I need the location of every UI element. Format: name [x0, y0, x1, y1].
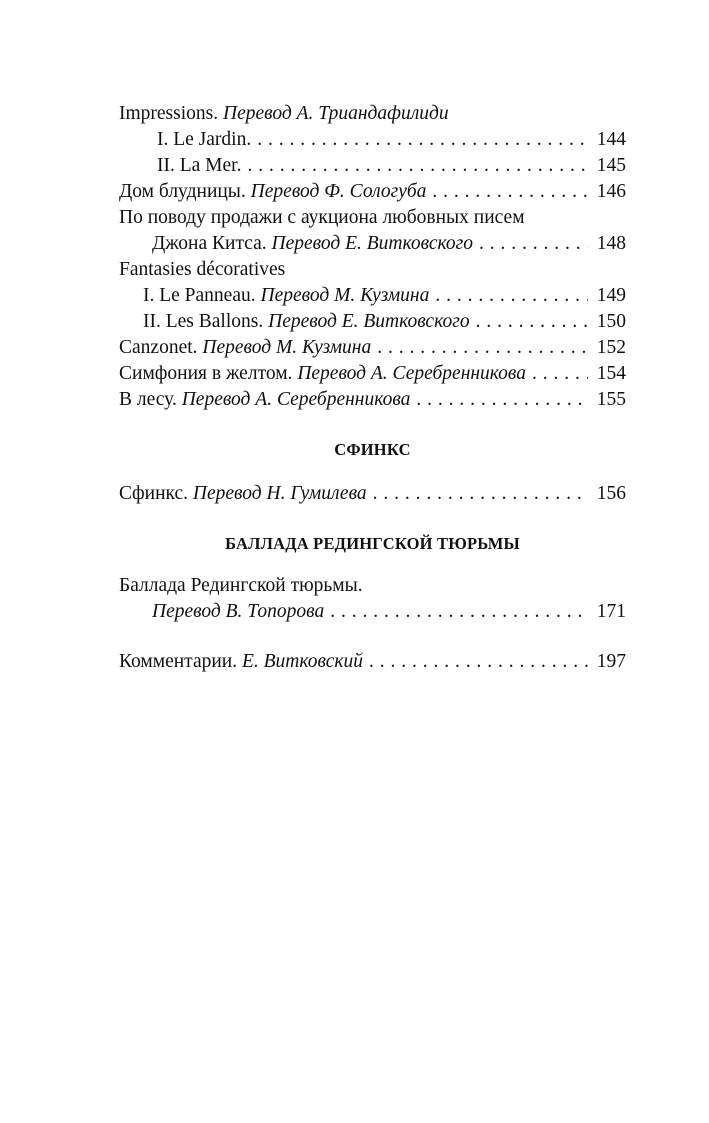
entry-translator: Перевод А. Серебренникова [181, 389, 411, 410]
entry-title: II. Les Ballons. [143, 311, 264, 332]
entry-translator: Перевод М. Кузмина [202, 337, 372, 358]
page-number: 145 [596, 155, 626, 176]
entry-title: II. La Mer. [157, 155, 242, 176]
toc-entry-fantasies [119, 257, 626, 283]
entry-title: В лесу. [119, 389, 177, 410]
spacer [119, 557, 626, 573]
toc-entry-ballad-line1 [119, 573, 626, 599]
section-heading-sphinx: СФИНКС [334, 440, 411, 459]
dot-leader [373, 481, 588, 507]
entry-title: Симфония в желтом. [119, 363, 293, 384]
toc-entry-les-ballons [119, 309, 626, 335]
toc-entry-ballad-line2 [119, 599, 626, 625]
entry-title: Джона Китса. [152, 233, 267, 254]
page-number: 197 [596, 651, 626, 672]
entry-author: Е. Витковский [241, 651, 364, 672]
entry-translator: Перевод Н. Гумилева [192, 483, 367, 504]
dot-leader [377, 335, 588, 361]
entry-title: I. Le Jardin. [157, 129, 252, 150]
entry-title: I. Le Panneau. [143, 285, 256, 306]
toc-entry-sphinx [119, 481, 626, 507]
page-number: 146 [596, 181, 626, 202]
toc-entry-keats-line1 [119, 205, 626, 231]
page-number: 155 [596, 389, 626, 410]
spacer [119, 413, 626, 437]
dot-leader [257, 127, 588, 153]
entry-title: Canzonet. [119, 337, 198, 358]
entry-translator: Перевод Е. Витковского [271, 233, 473, 254]
entry-title: Impressions. [119, 103, 219, 124]
table-of-contents [119, 101, 626, 675]
page-number: 152 [596, 337, 626, 358]
toc-entry-keats-line2 [119, 231, 626, 257]
page-number: 148 [596, 233, 626, 254]
toc-entry-le-panneau [119, 283, 626, 309]
entry-translator: Перевод А. Серебренникова [297, 363, 527, 384]
entry-title: Сфинкс. [119, 483, 189, 504]
dot-leader [369, 649, 588, 675]
toc-entry-le-jardin [119, 127, 626, 153]
toc-entry-impressions [119, 101, 626, 127]
section-heading-ballad: БАЛЛАДА РЕДИНГСКОЙ ТЮРЬМЫ [225, 534, 520, 553]
entry-translator: Перевод В. Топорова [152, 601, 325, 622]
entry-translator: Перевод А. Триандафилиди [223, 103, 449, 124]
toc-entry-forest [119, 387, 626, 413]
entry-translator: Перевод Е. Витковского [268, 311, 470, 332]
dot-leader [247, 153, 588, 179]
toc-entry-symphony [119, 361, 626, 387]
dot-leader [435, 283, 588, 309]
dot-leader [416, 387, 588, 413]
dot-leader [432, 179, 588, 205]
entry-title: Дом блудницы. [119, 181, 246, 202]
dot-leader [532, 361, 588, 387]
entry-title: Баллада Редингской тюрьмы. [119, 575, 363, 596]
entry-translator: Перевод М. Кузмина [260, 285, 430, 306]
entry-title: Комментарии. [119, 651, 238, 672]
toc-entry-dom-bludnitsy [119, 179, 626, 205]
page-number: 144 [596, 129, 626, 150]
toc-entry-la-mer [119, 153, 626, 179]
page-number: 171 [596, 601, 626, 622]
spacer [119, 463, 626, 481]
dot-leader [476, 309, 588, 335]
toc-entry-canzonet [119, 335, 626, 361]
spacer [119, 507, 626, 531]
page-number: 149 [596, 285, 626, 306]
dot-leader [330, 599, 588, 625]
page-number: 154 [596, 363, 626, 384]
page-number: 156 [596, 483, 626, 504]
page-number: 150 [596, 311, 626, 332]
toc-entry-comments [119, 649, 626, 675]
entry-translator: Перевод Ф. Сологуба [250, 181, 427, 202]
spacer [119, 625, 626, 649]
entry-title: По поводу продажи с аукциона любовных писем [119, 207, 525, 228]
dot-leader [479, 231, 588, 257]
entry-title: Fantasies décoratives [119, 259, 286, 280]
